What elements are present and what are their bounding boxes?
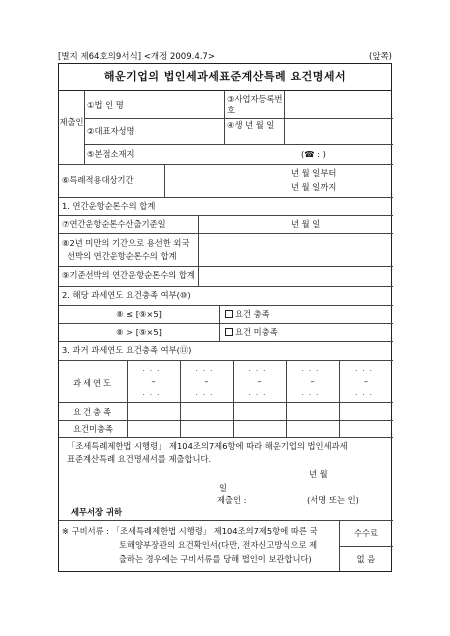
requirement-form: 해운기업의 법인세과세표준계산특례 요건명세서 제출인 ①법 인 명 ③사업자등록번호 ②대표자성명 ④생 년 월 일 ⑤본점소재지 (☎ : ) ⑥특례적용대상기간 년 월 일부터 년 월 일까지 1. 연간운항순톤수의 합계 ⑦연간운항순톤수산출기준일 년 월 일 ⑧2년 미만의 기간으로 용선한 외국 선박의 연간운항순톤수의 합계 ⑨기준선박의 연간운항순톤수의 합계 2. 해당 과세연도 요건충족 여부(⑩) ⑧ ≤ [⑨×5] 요건 충족 ⑧ > [⑨×5] 요건 미충족 3. 과거 과세연도 요건충족 여부(⑪) 과세연도 ... – ... ... – ... ... – ... ... – ... ... – ... 요건충족 요건미충족 「조세특례제한법 시행령」 제104조의7제6항에 따라 해운기업의 법인세과세 표준계산특례 요건명세서를 제출합니다. 년 월 일 제출인 : (서명 또는 인) 세무서장 귀하 ※ 구비서류 : 「조세특례제한법 시행령」 제104조의7제5항에 따른 국 토해양부장관의 요건확인서(다만, 전자신고방식으로 제 출하는 경우에는 구비서류를 당해 법인이 보관합니다) 수수료 없 음 [58, 63, 392, 572]
fee-label: 수수료 [353, 528, 379, 538]
rep-name-field[interactable] [149, 120, 221, 142]
fee-value: 없 음 [356, 554, 376, 564]
signature-field[interactable]: (서명 또는 인) [307, 495, 359, 505]
addressee: 세무서장 귀하 [71, 507, 122, 517]
date-day[interactable]: 일 [219, 483, 228, 493]
statement-line2: 표준계산특례 요건명세서를 제출합니다. [67, 454, 212, 464]
biz-no-field[interactable] [287, 92, 391, 116]
attachment-line1: ※ 구비서류 : 「조세특례제한법 시행령」 제104조의7제5항에 따른 국 [62, 526, 318, 536]
year-5[interactable]: – [363, 376, 369, 386]
corp-name-field[interactable] [149, 92, 221, 116]
year-2[interactable]: – [204, 376, 209, 386]
option-not-met[interactable] [225, 327, 278, 338]
checkbox-not-met[interactable] [225, 328, 233, 336]
condition-le: ⑧ ≤ [⑨×5] [116, 309, 162, 319]
phone-field: (☎ : ) [301, 149, 326, 159]
birth-label: ④생 년 월 일 [227, 120, 275, 130]
period-from[interactable]: 년 월 일부터 [291, 168, 337, 178]
submitter-label: 제출인 : [217, 495, 247, 505]
condition-gt: ⑧ > [⑨×5] [116, 327, 162, 337]
row8-label-line1: ⑧2년 미만의 기간으로 용선한 외국 [62, 238, 190, 248]
row9-field[interactable] [201, 268, 391, 284]
birth-field[interactable] [287, 120, 391, 142]
corp-name-label: ①법 인 명 [87, 100, 124, 110]
attachment-line2: 토해양부장관의 요건확인서(다만, 전자신고방식으로 제 [119, 540, 318, 550]
year-1[interactable]: – [151, 376, 156, 386]
row8-label-line2: 선박의 연간운항순톤수의 합계 [67, 251, 177, 261]
form-title: 해운기업의 법인세과세표준계산특례 요건명세서 [59, 64, 391, 91]
met-row-label: 요건충족 [72, 407, 114, 417]
year-3[interactable]: – [257, 376, 262, 386]
row7-value[interactable]: 년 월 일 [291, 219, 321, 229]
checkbox-met[interactable] [225, 310, 233, 318]
attachment-line3: 출하는 경우에는 구비서류를 당해 법인이 보관합니다) [119, 554, 312, 564]
statement-line1: 「조세특례제한법 시행령」 제104조의7제6항에 따라 해운기업의 법인세과세 [67, 441, 348, 451]
option-met[interactable] [225, 309, 270, 320]
not-met-row-label: 요건미충족 [72, 424, 114, 434]
section2-title: 2. 해당 과세연도 요건충족 여부(⑩) [62, 290, 191, 300]
applicant-group-label: 제출인 [59, 117, 84, 127]
rep-name-label: ②대표자성명 [87, 126, 135, 136]
address-label: ⑤본점소재지 [87, 149, 135, 159]
date-year-month[interactable]: 년 월 [309, 469, 328, 479]
page-side: (앞쪽) [368, 52, 392, 62]
row7-label: ⑦연간운항순톤수산출기준일 [62, 219, 166, 229]
address-field[interactable] [149, 146, 299, 162]
option-not-met-label: 요건 미충족 [235, 327, 278, 337]
form-number: [별지 제64호의9서식] <개정 2009.4.7> [58, 52, 215, 62]
row8-field[interactable] [201, 235, 391, 265]
period-to[interactable]: 년 월 일까지 [291, 182, 337, 192]
year-label: 과세연도 [72, 378, 114, 388]
option-met-label: 요건 충족 [235, 309, 270, 319]
biz-no-label: ③사업자등록번호 [227, 94, 283, 115]
period-label: ⑥특례적용대상기간 [62, 175, 134, 185]
section3-title: 3. 과거 과세연도 요건충족 여부(⑪) [62, 345, 192, 355]
row9-label: ⑨기준선박의 연간운항순톤수의 합계 [62, 270, 195, 280]
year-4[interactable]: – [310, 376, 315, 386]
section1-title: 1. 연간운항순톤수의 합계 [62, 201, 156, 211]
